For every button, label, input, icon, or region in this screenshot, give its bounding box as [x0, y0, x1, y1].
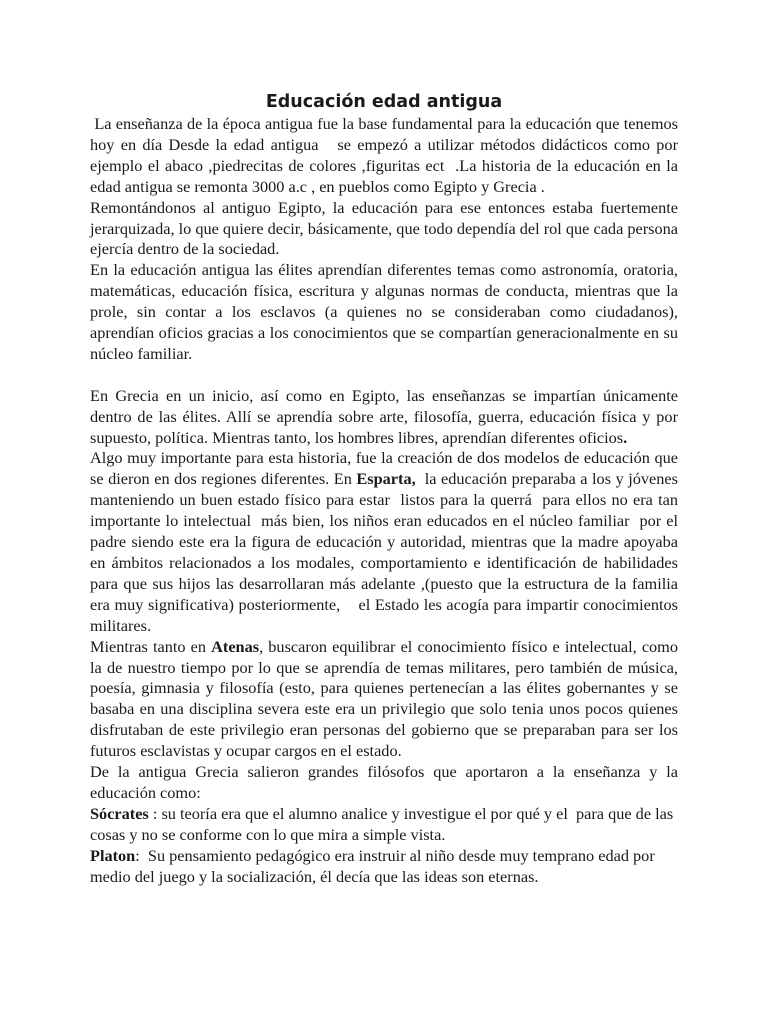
atenas-text: , buscaron equilibrar el conocimiento físico e intelectual, como la de nuestro tiempo por lo que se aprendía de temas militares, pero también de música, poesía, gimnasia y filosofía (esto, para quienes pertenecían a las élites gobernantes y se basaba en una disciplina severa este era un privilegio que solo tenia unos pocos quienes disfrutaban de este privilegio eran personas del gobierno que se preparaban para ser los futuros esclavistas y ocupar cargos en el estado.	[90, 636, 678, 761]
paragraph-greece	[90, 386, 678, 449]
paragraph-platon	[90, 846, 678, 888]
atenas-term: Atenas	[211, 636, 260, 656]
platon-text: : Su pensamiento pedagógico era instruir al niño desde muy temprano edad por medio del juego y la socialización, él decía que las ideas son eternas.	[90, 845, 659, 886]
socrates-name: Sócrates	[90, 803, 149, 823]
document-page	[90, 90, 687, 888]
paragraph-elites: En la educación antigua las élites aprendían diferentes temas como astronomía, oratoria, matemáticas, educación física, escritura y algunas normas de conducta, mientras que la prole, sin contar a los esclavos (a quienes no se consideraban como ciudadanos), aprendían oficios gracias a los conocimientos que se compartían generacionalmente en su núcleo familiar.	[90, 260, 678, 363]
greece-text: En Grecia en un inicio, así como en Egipto, las enseñanzas se impartían únicamente dentro de las élites. Allí se aprendía sobre arte, filosofía, guerra, educación física y por supuesto, política. Mientras tanto, los hombres libres, aprendían diferentes oficios	[90, 385, 678, 447]
paragraph-egypt: Remontándonos al antiguo Egipto, la educación para ese entonces estaba fuertemente jerarquizada, lo que quiere decir, básicamente, que todo dependía del rol que cada persona ejercía dentro de la sociedad.	[90, 197, 678, 259]
platon-name: Platon	[90, 845, 136, 865]
esparta-term: Esparta,	[356, 469, 416, 489]
socrates-text: : su teoría era que el alumno analice y investigue el por qué y el para que de las cosas y no se conforme con lo que mira a simple vista.	[90, 803, 678, 844]
paragraph-philosophers: De la antigua Grecia salieron grandes filósofos que aportaron a la enseñanza y la educación como:	[90, 762, 678, 802]
paragraph-atenas	[90, 637, 678, 762]
document-title: Educación edad antigua	[265, 92, 503, 112]
esparta-text: la educación preparaba a los y jóvenes manteniendo un buen estado físico para estar listos para la querrá para ellos no era tan importante lo intelectual más bien, los niños eran educados en el núcleo familiar por el padre siendo este era la figura de educación y autoridad, mientras que la madre apoyaba en ámbitos relacionados a los modales, comportamiento e identificación de habilidades para que sus hijos las desarrollaran más adelante ,(puesto que la estructura de la familia era muy significativa) posteriormente, el Estado les acogía para impartir conocimientos militares.	[90, 469, 687, 635]
esparta-intro-text: Algo muy importante para esta historia, fue la creación de dos modelos de educación que se dieron en dos regiones diferentes. En	[90, 448, 683, 489]
paragraph-intro: La enseñanza de la época antigua fue la base fundamental para la educación que tenemos hoy en día Desde la edad antigua se empezó a utilizar métodos didácticos como por ejemplo el abaco ,piedrecitas de colores ,figuritas ect .La historia de la educación en la edad antigua se remonta 3000 a.c , en pueblos como Egipto y Grecia .	[90, 114, 683, 196]
paragraph-socrates	[90, 804, 678, 846]
paragraph-gap	[90, 365, 678, 386]
atenas-intro-text: Mientras tanto en	[90, 636, 212, 656]
greece-period: .	[623, 427, 628, 447]
paragraph-esparta	[90, 448, 687, 636]
